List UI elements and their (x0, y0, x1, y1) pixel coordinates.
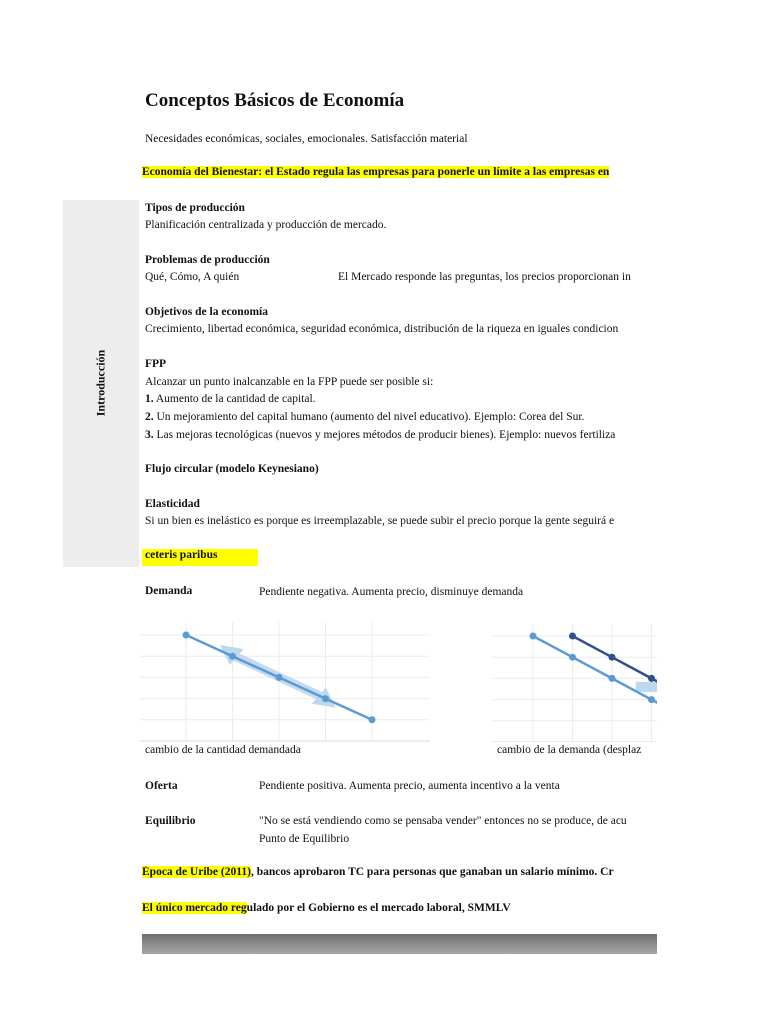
fpp-item-number: 2. (145, 411, 154, 423)
bottom-image (142, 934, 657, 954)
uribe-highlight: Época de Uribe (2011) (142, 866, 251, 878)
page-title: Conceptos Básicos de Economía (145, 90, 405, 111)
mercado-line (142, 902, 511, 914)
tipos-heading: Tipos de producción (145, 202, 245, 214)
objetivos-text: Crecimiento, libertad económica, seguridad económica, distribución de la riqueza en iguales condicion (145, 323, 619, 335)
problemas-text2: El Mercado responde las preguntas, los precios proporcionan in (338, 271, 631, 283)
data-point (569, 654, 576, 661)
fpp-item-2 (145, 411, 584, 423)
oferta-text: Pendiente positiva. Aumenta precio, aumenta incentivo a la venta (259, 780, 560, 792)
fpp-text: Alcanzar un punto inalcanzable en la FPP puede ser posible si: (145, 376, 434, 388)
welfare-line (142, 166, 657, 183)
fpp-item-1 (145, 393, 316, 405)
demanda-label: Demanda (145, 585, 193, 597)
fpp-item-3 (145, 429, 657, 441)
fpp-heading: FPP (145, 358, 167, 370)
caption-left: cambio de la cantidad demandada (145, 744, 301, 756)
ceteris-paribus: ceteris paribus (142, 549, 258, 566)
intro-line: Necesidades económicas, sociales, emocionales. Satisfacción material (145, 133, 468, 145)
caption-right: cambio de la demanda (desplaz (497, 744, 642, 756)
sidebar-label: Introducción (93, 349, 108, 417)
fpp-item-text: Las mejoras tecnológicas (nuevos y mejores métodos de producir bienes). Ejemplo: nuevos fertiliza (153, 429, 616, 441)
uribe-line (142, 866, 657, 883)
chart-quantity-demanded (140, 604, 430, 742)
data-point (609, 654, 616, 661)
data-point (183, 632, 190, 639)
demanda-text: Pendiente negativa. Aumenta precio, disminuye demanda (259, 586, 524, 598)
fpp-item-number: 1. (145, 393, 154, 405)
problemas-text: Qué, Cómo, A quién (145, 271, 240, 283)
data-point (276, 674, 283, 681)
fpp-item-number: 3. (145, 429, 154, 441)
mercado-rest: ulado por el Gobierno es el mercado laboral, SMMLV (246, 902, 511, 914)
fpp-item-text: Un mejoramiento del capital humano (aumento del nivel educativo). Ejemplo: Corea del Sur. (153, 411, 585, 423)
data-point (609, 675, 616, 682)
equilibrio-text: "No se está vendiendo como se pensaba vender" entonces no se produce, de acu (259, 815, 627, 827)
equilibrio-label: Equilibrio (145, 815, 196, 827)
mercado-highlight: El único mercado reg (142, 902, 247, 914)
flujo-heading: Flujo circular (modelo Keynesiano) (145, 463, 319, 475)
welfare-highlight: Economía del Bienestar: el Estado regula las empresas para ponerle un límite a las empresas en (142, 166, 610, 178)
tipos-text: Planificación centralizada y producción de mercado. (145, 219, 387, 231)
data-point (569, 633, 576, 640)
sidebar-panel (63, 200, 139, 567)
fpp-item-text: Aumento de la cantidad de capital. (153, 393, 316, 405)
data-point (648, 675, 655, 682)
oferta-label: Oferta (145, 780, 178, 792)
data-point (322, 695, 329, 702)
elasticidad-text: Si un bien es inelástico es porque es irreemplazable, se puede subir el precio porque la gente seguirá e (145, 515, 615, 527)
chart-demand-shift (492, 604, 657, 742)
problemas-heading: Problemas de producción (145, 254, 270, 266)
equilibrio-text2: Punto de Equilibrio (259, 833, 350, 845)
objetivos-heading: Objetivos de la economía (145, 306, 268, 318)
data-point (369, 716, 376, 723)
elasticidad-heading: Elasticidad (145, 498, 200, 510)
data-point (530, 633, 537, 640)
data-point (648, 696, 655, 703)
uribe-rest: , bancos aprobaron TC para personas que ganaban un salario mínimo. Cr (250, 866, 614, 878)
data-point (229, 653, 236, 660)
